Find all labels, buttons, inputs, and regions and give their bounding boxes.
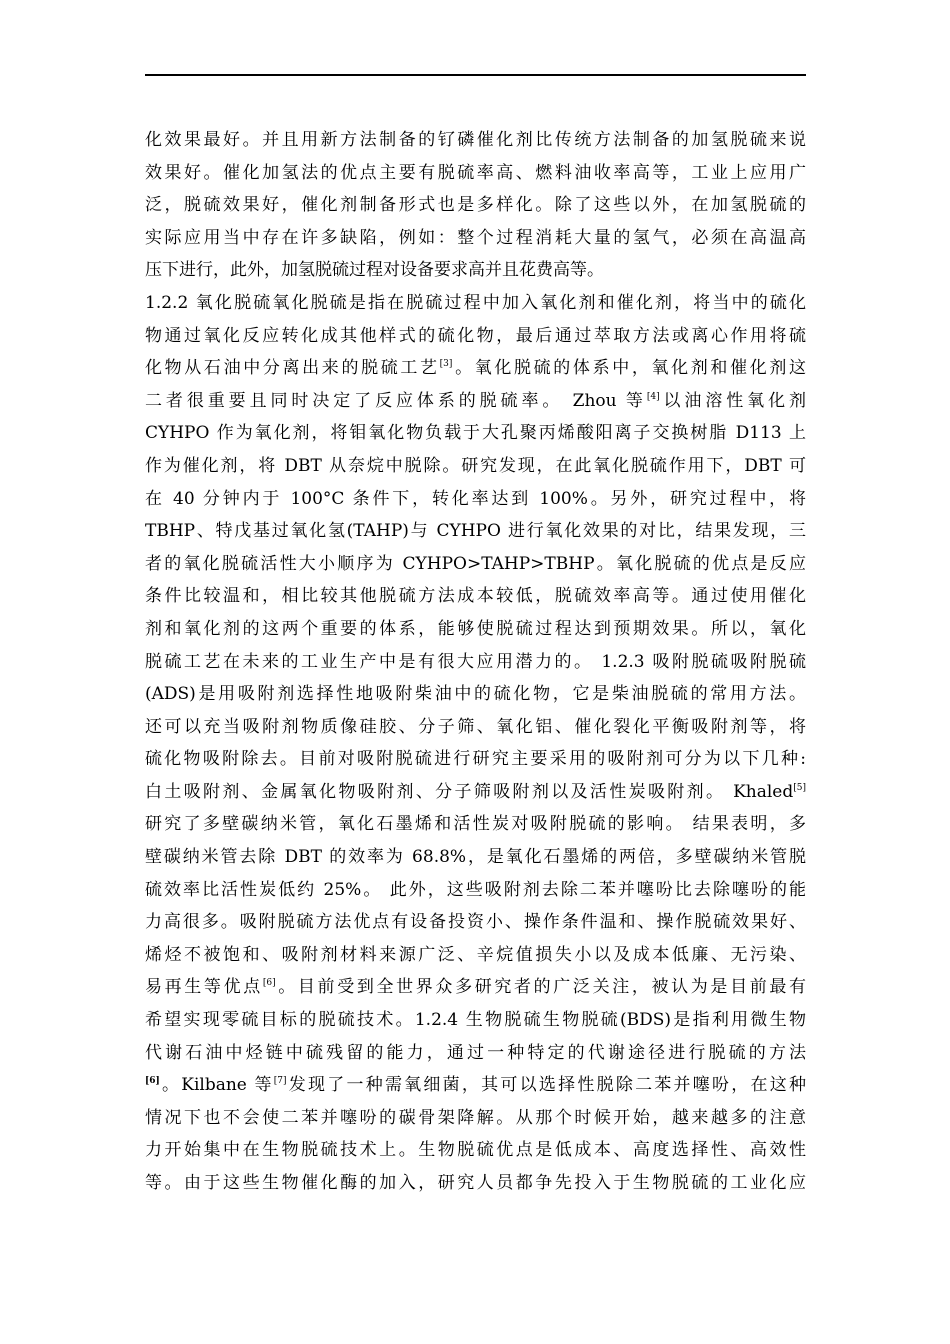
text-segment: 二者很重要且同时决定了反应体系的脱硫率。 Zhou 等	[145, 390, 647, 411]
text-line	[145, 646, 806, 679]
text-line	[145, 906, 806, 939]
text-segment: 还可以充当吸附剂物质像硅胶、分子筛、氧化铝、催化裂化平衡吸附剂等，将	[145, 716, 806, 737]
text-segment: 以油溶性氧化剂	[659, 390, 806, 411]
text-line	[145, 157, 806, 190]
text-segment: 。氧化脱硫的体系中，氧化剂和催化剂这	[452, 358, 807, 379]
text-segment: (ADS)是用吸附剂选择性地吸附柴油中的硫化物，它是柴油脱硫的常用方法。	[145, 684, 806, 705]
text-line	[145, 1102, 806, 1135]
text-segment: CYHPO 作为氧化剂，将钼氧化物负载于大孔聚丙烯酸阳离子交换树脂 D113 上	[145, 423, 806, 444]
text-segment: 实际应用当中存在许多缺陷，例如：整个过程消耗大量的氢气，必须在高温高	[145, 227, 806, 248]
text-segment: 研究了多壁碳纳米管，氧化石墨烯和活性炭对吸附脱硫的影响。 结果表明，多	[145, 814, 806, 835]
citation: [5]	[793, 782, 806, 793]
text-segment: 化效果最好。并且用新方法制备的钌磷催化剂比传统方法制备的加氢脱硫来说	[145, 130, 806, 150]
text-segment: 物通过氧化反应转化成其他样式的硫化物，最后通过萃取方法或离心作用将硫	[145, 325, 806, 346]
citation: [4]	[646, 391, 660, 402]
text-segment: 硫效率比活性炭低约 25%。 此外，这些吸附剂去除二苯并噻吩比去除噻吩的能	[145, 879, 806, 900]
text-segment: 泛，脱硫效果好，催化剂制备形式也是多样化。除了这些以外，在加氢脱硫的	[145, 195, 806, 216]
text-segment: 。Kilbane 等	[159, 1075, 274, 1096]
text-segment: 白土吸附剂、金属氧化物吸附剂、分子筛吸附剂以及活性炭吸附剂。 Khaled	[145, 781, 794, 802]
text-line	[145, 808, 806, 841]
text-segment: 发现了一种需氧细菌，其可以选择性脱除二苯并噻吩，在这种	[286, 1075, 806, 1096]
text-segment: 作为催化剂，将 DBT 从奈烷中脱除。研究发现，在此氧化脱硫作用下，DBT 可	[145, 455, 806, 476]
text-segment: 剂和氧化剂的这两个重要的体系，能够使脱硫过程达到预期效果。所以，氧化	[145, 618, 806, 639]
header-rule	[145, 74, 806, 76]
text-segment: 情况下也不会使二苯并噻吩的碳骨架降解。从那个时候开始，越来越多的注意	[145, 1107, 806, 1128]
text-segment: 力高很多。吸附脱硫方法优点有设备投资小、操作条件温和、操作脱硫效果好、	[145, 912, 806, 933]
text-line	[145, 743, 806, 776]
citation: [6]	[145, 1076, 160, 1087]
text-line	[145, 385, 806, 418]
text-line	[145, 1004, 806, 1037]
text-segment: 化物从石油中分离出来的脱硫工艺	[145, 358, 440, 379]
text-line	[145, 711, 806, 744]
text-line	[145, 613, 806, 646]
text-line	[145, 874, 806, 907]
text-line	[145, 320, 806, 353]
text-line	[145, 189, 806, 222]
text-line	[145, 515, 806, 548]
text-segment: 脱硫工艺在未来的工业生产中是有很大应用潜力的。 1.2.3 吸附脱硫吸附脱硫	[145, 651, 806, 672]
text-line	[145, 352, 806, 385]
text-segment: 。目前受到全世界众多研究者的广泛关注，被认为是目前最有	[275, 977, 807, 998]
text-segment: 效果好。催化加氢法的优点主要有脱硫率高、燃料油收率高等，工业上应用广	[145, 162, 806, 183]
text-segment: 等。由于这些生物催化酶的加入，研究人员都争先投入于生物脱硫的工业化应	[145, 1173, 806, 1193]
text-line	[145, 580, 806, 613]
text-segment: 力开始集中在生物脱硫技术上。生物脱硫优点是低成本、高度选择性、高效性	[145, 1140, 806, 1161]
text-line	[145, 483, 806, 516]
text-line	[145, 548, 806, 581]
text-line	[145, 1069, 806, 1102]
text-line	[145, 776, 806, 809]
text-line	[145, 1037, 806, 1070]
text-segment: 代谢石油中烃链中硫残留的能力，通过一种特定的代谢途径进行脱硫的方法	[145, 1042, 806, 1063]
text-segment: 希望实现零硫目标的脱硫技术。1.2.4 生物脱硫生物脱硫(BDS)是指利用微生物	[145, 1010, 806, 1031]
text-line	[145, 287, 806, 320]
text-segment: 烯烃不被饱和、吸附剂材料来源广泛、辛烷值损失小以及成本低廉、无污染、	[145, 944, 806, 965]
text-segment: 压下进行，此外，加氢脱硫过程对设备要求高并且花费高等。	[145, 260, 604, 281]
text-segment: 1.2.2 氧化脱硫氧化脱硫是指在脱硫过程中加入氧化剂和催化剂，将当中的硫化	[145, 292, 806, 313]
text-line	[145, 450, 806, 483]
body-text	[145, 124, 806, 1200]
text-segment: 易再生等优点	[145, 977, 263, 998]
text-line	[145, 254, 806, 287]
text-line	[145, 1167, 806, 1200]
citation: [6]	[262, 978, 276, 989]
text-segment: 在 40 分钟内于 100°C 条件下，转化率达到 100%。另外，研究过程中，将	[145, 488, 806, 509]
text-line	[145, 1134, 806, 1167]
citation: [7]	[273, 1076, 287, 1087]
text-line	[145, 971, 806, 1004]
text-line	[145, 841, 806, 874]
text-line	[145, 417, 806, 450]
text-segment: TBHP、特戊基过氧化氢(TAHP)与 CYHPO 进行氧化效果的对比，结果发现，三	[145, 521, 806, 542]
text-segment: 者的氧化脱硫活性大小顺序为 CYHPO>TAHP>TBHP。氧化脱硫的优点是反应	[145, 553, 806, 574]
text-line	[145, 222, 806, 255]
text-segment: 硫化物吸附除去。目前对吸附脱硫进行研究主要采用的吸附剂可分为以下几种:	[145, 749, 806, 770]
text-segment: 壁碳纳米管去除 DBT 的效率为 68.8%，是氧化石墨烯的两倍，多壁碳纳米管脱	[145, 847, 806, 868]
text-segment: 条件比较温和，相比较其他脱硫方法成本较低，脱硫效率高等。通过使用催化	[145, 586, 806, 607]
citation: [3]	[439, 359, 453, 370]
text-line	[145, 678, 806, 711]
text-line	[145, 939, 806, 972]
text-line	[145, 124, 806, 157]
